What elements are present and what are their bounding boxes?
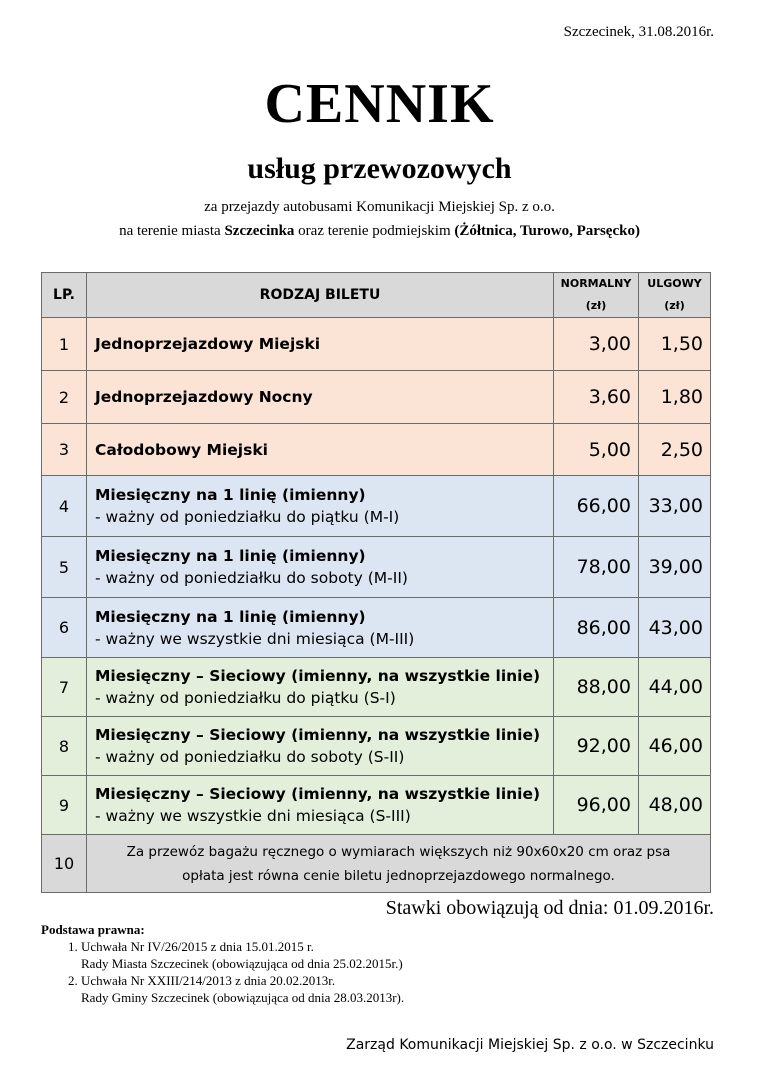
header-normal-label: NORMALNY <box>560 277 632 290</box>
row-normal-price: 66,00 <box>554 476 639 537</box>
row-lp: 3 <box>42 424 87 476</box>
row-lp: 8 <box>42 717 87 776</box>
ticket-name: Jednoprzejazdowy Nocny <box>95 388 313 406</box>
table-row <box>42 658 711 717</box>
ticket-name: Całodobowy Miejski <box>95 440 268 459</box>
legal-basis <box>41 921 404 1006</box>
header-normal-unit: (zł) <box>585 299 607 312</box>
row-ticket <box>87 476 554 537</box>
row-normal-price: 86,00 <box>554 598 639 658</box>
row-lp: 2 <box>42 371 87 424</box>
price-table <box>41 272 711 893</box>
row-ticket <box>87 371 554 424</box>
ticket-name: Miesięczny na 1 linię (imienny) <box>95 547 366 565</box>
row-normal-price: 3,00 <box>554 318 639 371</box>
row-normal-price: 78,00 <box>554 537 639 598</box>
row-normal-price: 3,60 <box>554 371 639 424</box>
ticket-name: Miesięczny – Sieciowy (imienny, na wszystkie linie) <box>95 785 541 803</box>
row-reduced-price: 48,00 <box>639 776 711 835</box>
row-lp: 6 <box>42 598 87 658</box>
page-subtitle: usług przewozowych <box>247 152 512 185</box>
table-row <box>42 318 711 371</box>
row-lp: 1 <box>42 318 87 371</box>
row-reduced-price: 1,50 <box>639 318 711 371</box>
row-lp: 9 <box>42 776 87 835</box>
ticket-description: - ważny od poniedziałku do piątku (S-I) <box>95 689 396 707</box>
note-line-2: opłata jest równa cenie biletu jednoprzejazdowego normalnego. <box>182 867 615 884</box>
row-reduced-price: 46,00 <box>639 717 711 776</box>
row-lp: 4 <box>42 476 87 537</box>
row-normal-price: 88,00 <box>554 658 639 717</box>
document-date: Szczecinek, 31.08.2016r. <box>563 24 714 40</box>
table-row <box>42 537 711 598</box>
note-lp: 10 <box>42 835 87 893</box>
table-row <box>42 717 711 776</box>
legal-item-line-2: Rady Gminy Szczecinek (obowiązująca od dnia 28.03.2013r). <box>81 990 405 1005</box>
header-reduced-unit: (zł) <box>664 299 685 312</box>
ticket-name: Miesięczny – Sieciowy (imienny, na wszystkie linie) <box>95 667 541 685</box>
legal-list <box>41 938 404 1006</box>
row-ticket <box>87 537 554 598</box>
ticket-name: Miesięczny na 1 linię (imienny) <box>95 607 366 626</box>
legal-item-line-1: 2. Uchwała Nr XXIII/214/2013 z dnia 20.02.2013r. <box>81 973 336 988</box>
ticket-name: Miesięczny na 1 linię (imienny) <box>95 486 366 504</box>
table-row <box>42 371 711 424</box>
intro-city: Szczecinka <box>224 223 295 239</box>
intro-line-2 <box>0 223 759 240</box>
header-lp: LP. <box>42 273 87 318</box>
ticket-description: - ważny od poniedziałku do soboty (M-II) <box>95 569 408 587</box>
table-row <box>42 598 711 658</box>
row-lp: 7 <box>42 658 87 717</box>
legal-item-line-1: 1. Uchwała Nr IV/26/2015 z dnia 15.01.2015 r. <box>81 939 314 954</box>
intro-middle: oraz terenie podmiejskim <box>294 223 455 239</box>
ticket-name: Miesięczny – Sieciowy (imienny, na wszystkie linie) <box>95 726 541 744</box>
row-reduced-price: 39,00 <box>639 537 711 598</box>
row-reduced-price: 33,00 <box>639 476 711 537</box>
row-normal-price: 5,00 <box>554 424 639 476</box>
row-normal-price: 92,00 <box>554 717 639 776</box>
header-ticket-type: RODZAJ BILETU <box>87 273 554 318</box>
legal-item <box>81 938 404 972</box>
row-reduced-price: 1,80 <box>639 371 711 424</box>
footer-company: Zarząd Komunikacji Miejskiej Sp. z o.o. w Szczecinku <box>346 1037 714 1053</box>
intro-prefix: na terenie miasta <box>119 223 225 239</box>
table-row <box>42 776 711 835</box>
legal-item <box>81 972 404 1006</box>
ticket-description: - ważny od poniedziałku do soboty (S-II) <box>95 748 405 766</box>
header-reduced <box>639 273 711 318</box>
row-ticket <box>87 658 554 717</box>
intro-areas: (Żółtnica, Turowo, Parsęcko) <box>454 223 640 239</box>
row-reduced-price: 2,50 <box>639 424 711 476</box>
ticket-description: - ważny od poniedziałku do piątku (M-I) <box>95 508 400 526</box>
note-line-1: Za przewóz bagażu ręcznego o wymiarach większych niż 90x60x20 cm oraz psa <box>126 843 671 860</box>
row-ticket <box>87 424 554 476</box>
table-row <box>42 476 711 537</box>
baggage-note <box>87 835 711 893</box>
row-reduced-price: 44,00 <box>639 658 711 717</box>
table-header-row <box>42 273 711 318</box>
header-normal <box>554 273 639 318</box>
legal-item-line-2: Rady Miasta Szczecinek (obowiązująca od dnia 25.02.2015r.) <box>81 956 403 971</box>
row-ticket <box>87 776 554 835</box>
validity-date: Stawki obowiązują od dnia: 01.09.2016r. <box>385 897 714 919</box>
row-ticket <box>87 318 554 371</box>
legal-heading: Podstawa prawna: <box>41 922 145 937</box>
header-reduced-label: ULGOWY <box>647 277 702 290</box>
row-ticket <box>87 717 554 776</box>
table-row <box>42 424 711 476</box>
intro-line-1: za przejazdy autobusami Komunikacji Miejskiej Sp. z o.o. <box>204 199 555 215</box>
row-reduced-price: 43,00 <box>639 598 711 658</box>
ticket-description: - ważny we wszystkie dni miesiąca (S-III) <box>95 807 411 825</box>
ticket-description: - ważny we wszystkie dni miesiąca (M-III) <box>95 629 415 648</box>
row-normal-price: 96,00 <box>554 776 639 835</box>
ticket-name: Jednoprzejazdowy Miejski <box>95 335 321 353</box>
page-title: CENNIK <box>264 73 495 135</box>
row-lp: 5 <box>42 537 87 598</box>
table-note-row <box>42 835 711 893</box>
row-ticket <box>87 598 554 658</box>
